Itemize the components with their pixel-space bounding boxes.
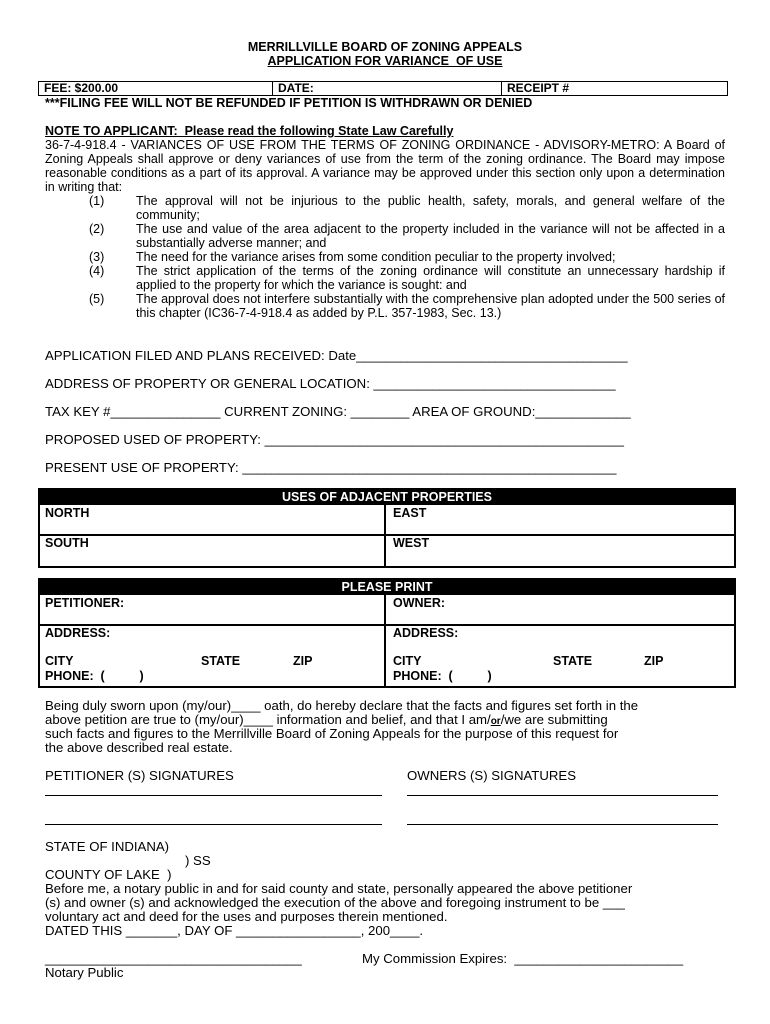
adjacent-col-divider [384, 505, 386, 566]
petitioner-signature-line-1[interactable] [45, 795, 382, 796]
owner-state-label[interactable]: STATE [553, 654, 593, 668]
date-cell[interactable]: DATE: [278, 81, 314, 95]
notary-body-1: Before me, a notary public in and for said county and state, personally appeared the above petitioner [45, 881, 633, 896]
owner-phone-label[interactable]: PHONE: ( ) [393, 669, 492, 683]
condition-number: (2) [89, 222, 105, 236]
owner-cell[interactable]: OWNER: [393, 596, 446, 610]
petitioner-signature-line-2[interactable] [45, 824, 382, 825]
oath-line-2-start: above petition are true to (my/our)____ information and belief, and that I am/ [45, 712, 491, 727]
adjacent-grid [40, 505, 734, 566]
owner-address-cell[interactable]: ADDRESS: [393, 626, 459, 640]
property-address-field[interactable]: ADDRESS OF PROPERTY OR GENERAL LOCATION: _________________________________ [45, 376, 616, 391]
condition-item [45, 264, 725, 292]
condition-item [45, 194, 725, 222]
proposed-use-field[interactable]: PROPOSED USED OF PROPERTY: _________________________________________________ [45, 432, 624, 447]
notary-dated-field[interactable]: DATED THIS _______, DAY OF _________________, 200____. [45, 923, 424, 938]
filed-date-field[interactable]: APPLICATION FILED AND PLANS RECEIVED: Date_____________________________________ [45, 348, 628, 363]
oath-line-3: such facts and figures to the Merrillville Board of Zoning Appeals for the purpose of this request for [45, 726, 619, 741]
oath-line-4: the above described real estate. [45, 740, 233, 755]
notary-body-3: voluntary act and deed for the uses and purposes therein mentioned. [45, 909, 448, 924]
tax-key-field[interactable]: TAX KEY #_______________ CURRENT ZONING: ________ AREA OF GROUND:_____________ [45, 404, 631, 419]
condition-item [45, 250, 725, 264]
note-heading: NOTE TO APPLICANT: Please read the following State Law Carefully [45, 124, 454, 138]
condition-text: The strict application of the terms of the zoning ordinance will constitute an unnecessary hardship if applied to the property for which the variance is sought: and [136, 264, 725, 292]
oath-line-1: Being duly sworn upon (my/our)____ oath, do hereby declare that the facts and figures set forth in the [45, 698, 639, 713]
condition-item [45, 292, 725, 320]
print-col-divider [384, 595, 386, 686]
condition-item [45, 222, 725, 250]
oath-line-2 [45, 712, 608, 727]
owners-signatures-label: OWNERS (S) SIGNATURES [407, 768, 577, 783]
owner-city-label[interactable]: CITY [393, 654, 422, 668]
adjacent-row-divider [40, 534, 734, 536]
receipt-cell[interactable]: RECEIPT # [507, 81, 570, 95]
condition-number: (4) [89, 264, 105, 278]
adjacent-table-title: USES OF ADJACENT PROPERTIES [282, 490, 492, 504]
petitioner-signatures-label: PETITIONER (S) SIGNATURES [45, 768, 234, 783]
owner-zip-label[interactable]: ZIP [644, 654, 664, 668]
north-cell[interactable]: NORTH [45, 506, 90, 520]
oath-or-word: or [490, 716, 501, 727]
petitioner-city-label[interactable]: CITY [45, 654, 74, 668]
fee-divider [272, 82, 273, 95]
fee-cell: FEE: $200.00 [44, 81, 119, 95]
notary-county: COUNTY OF LAKE ) [45, 867, 172, 882]
form-title: MERRILLVILLE BOARD OF ZONING APPEALS [247, 40, 523, 54]
notary-public-label: Notary Public [45, 965, 124, 980]
west-cell[interactable]: WEST [393, 536, 430, 550]
print-table-title: PLEASE PRINT [341, 580, 433, 594]
commission-expires-field[interactable]: My Commission Expires: _______________________ [362, 951, 684, 966]
notary-signature-line[interactable]: ___________________________________ [45, 951, 302, 966]
condition-text: The approval does not interfere substantially with the comprehensive plan adopted under the 500 series of this chapter (IC36-7-4-918.4 as added by P.L. 357-1983, Sec. 13.) [136, 292, 725, 320]
print-grid [40, 595, 734, 686]
condition-number: (1) [89, 194, 105, 208]
condition-text: The use and value of the area adjacent to the property included in the variance will not be affected in a substantially adverse manner; and [136, 222, 725, 250]
condition-text: The approval will not be injurious to the public health, safety, morals, and general welfare of the community; [136, 194, 725, 222]
petitioner-address-cell[interactable]: ADDRESS: [45, 626, 111, 640]
form-subtitle: APPLICATION FOR VARIANCE OF USE [267, 54, 503, 68]
condition-text: The need for the variance arises from some condition peculiar to the property involved; [136, 250, 616, 264]
date-divider [501, 82, 502, 95]
adjacent-properties-table [38, 488, 736, 568]
notary-ss: ) SS [185, 853, 211, 868]
condition-number: (3) [89, 250, 105, 264]
oath-line-2-end: /we are submitting [500, 712, 608, 727]
refund-notice: ***FILING FEE WILL NOT BE REFUNDED IF PETITION IS WITHDRAWN OR DENIED [45, 96, 533, 110]
petitioner-phone-label[interactable]: PHONE: ( ) [45, 669, 144, 683]
note-intro: 36-7-4-918.4 - VARIANCES OF USE FROM THE TERMS OF ZONING ORDINANCE - ADVISORY-METRO: A Board of Zoning Appeals shall approve or deny variances of use from the term of the zoning ordinance. The Board may impose reasonable conditions as a part of its approval. A variance may be approved under this section only upon a determination in writing that: [45, 138, 725, 194]
petitioner-state-label[interactable]: STATE [201, 654, 241, 668]
notary-state: STATE OF INDIANA) [45, 839, 170, 854]
condition-number: (5) [89, 292, 105, 306]
petitioner-cell[interactable]: PETITIONER: [45, 596, 125, 610]
owner-signature-line-1[interactable] [407, 795, 718, 796]
conditions-list [45, 194, 725, 320]
owner-signature-line-2[interactable] [407, 824, 718, 825]
present-use-field[interactable]: PRESENT USE OF PROPERTY: ___________________________________________________ [45, 460, 617, 475]
fee-row [38, 81, 728, 96]
notary-body-2: (s) and owner (s) and acknowledged the execution of the above and foregoing instrument to be ___ [45, 895, 625, 910]
petitioner-zip-label[interactable]: ZIP [293, 654, 313, 668]
please-print-table [38, 578, 736, 688]
east-cell[interactable]: EAST [393, 506, 427, 520]
print-row-divider [40, 624, 734, 626]
south-cell[interactable]: SOUTH [45, 536, 89, 550]
